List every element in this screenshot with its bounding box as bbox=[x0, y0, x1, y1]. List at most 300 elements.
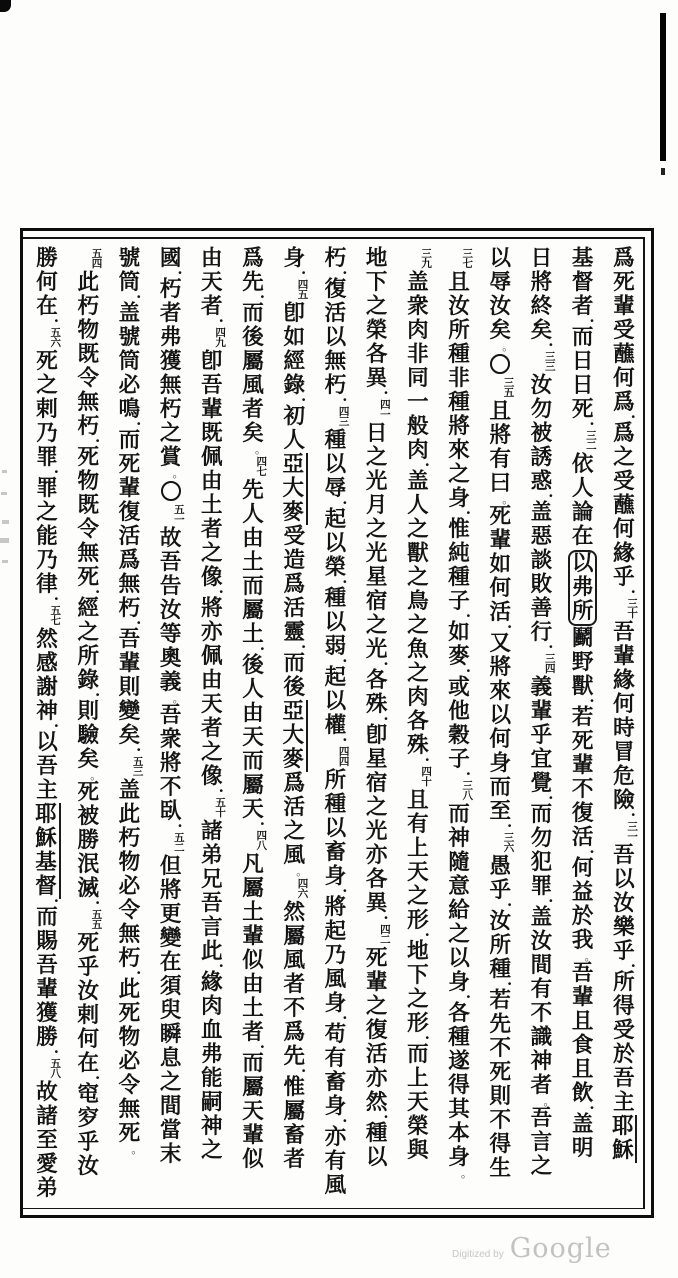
punctuation-dot: · bbox=[136, 964, 142, 982]
char: 之 bbox=[77, 620, 99, 645]
char: 土 bbox=[201, 493, 223, 518]
char: 風 bbox=[324, 1173, 347, 1198]
char: 辱 bbox=[324, 476, 347, 501]
char: 間 bbox=[159, 1094, 182, 1119]
punctuation-dot: · bbox=[136, 741, 142, 759]
char: 如 bbox=[283, 325, 305, 350]
text-column-1 bbox=[609, 247, 639, 1207]
char: 爲 bbox=[283, 771, 305, 796]
char: 神 bbox=[201, 1114, 223, 1139]
char: 諸 bbox=[201, 819, 223, 844]
char: 既 bbox=[77, 342, 99, 367]
char: 風 bbox=[283, 843, 305, 868]
text-column-11 bbox=[197, 247, 227, 1207]
char: 於 bbox=[571, 904, 594, 929]
char: 之 bbox=[365, 795, 388, 820]
punctuation-circle: 。 bbox=[461, 1167, 473, 1180]
punctuation-dot: · bbox=[94, 894, 101, 912]
char: 由 bbox=[201, 246, 223, 271]
punctuation-dot: · bbox=[424, 456, 430, 474]
punctuation-dot: · bbox=[342, 1009, 348, 1027]
char: 榮 bbox=[407, 1114, 429, 1139]
char: 冒 bbox=[613, 740, 635, 765]
punctuation-dot: · bbox=[342, 1112, 348, 1130]
char: 形 bbox=[407, 908, 429, 933]
char: 穌 bbox=[35, 826, 57, 851]
char: 感 bbox=[36, 651, 58, 676]
char: 遂 bbox=[448, 1049, 470, 1074]
char: 筒 bbox=[118, 270, 141, 295]
char: 以 bbox=[324, 816, 347, 841]
char: 穀 bbox=[448, 723, 470, 748]
char: 者 bbox=[283, 1147, 305, 1172]
char: 先 bbox=[489, 1012, 511, 1037]
char: 筒 bbox=[118, 349, 141, 374]
char: 下 bbox=[365, 270, 388, 295]
text-column-14 bbox=[73, 247, 103, 1207]
char: 而 bbox=[242, 301, 264, 326]
char: 死 bbox=[613, 270, 635, 295]
char: 無 bbox=[118, 572, 141, 597]
char: 以 bbox=[324, 531, 347, 556]
char: 吾 bbox=[36, 953, 58, 978]
char: 屬 bbox=[242, 349, 264, 374]
char: 無 bbox=[324, 349, 347, 374]
char: 土 bbox=[242, 622, 264, 647]
char: 意 bbox=[448, 874, 470, 899]
section-circle-mark bbox=[158, 479, 183, 503]
char: 有 bbox=[324, 1149, 347, 1174]
char: 食 bbox=[571, 1033, 594, 1058]
char: 死 bbox=[118, 452, 141, 477]
char: 朽 bbox=[118, 946, 141, 971]
char: 言 bbox=[201, 915, 223, 940]
char: 鬬 bbox=[571, 626, 594, 651]
char: 榮 bbox=[324, 555, 347, 580]
char: 所 bbox=[489, 933, 511, 958]
char: 身 bbox=[324, 991, 347, 1016]
char: 輩 bbox=[571, 753, 594, 778]
verse-number: 五 七 bbox=[50, 604, 61, 627]
char: 則 bbox=[118, 675, 141, 700]
char: 變 bbox=[159, 926, 182, 951]
char: 何 bbox=[613, 366, 635, 391]
char: 此 bbox=[77, 270, 99, 295]
char: 宜 bbox=[530, 747, 553, 772]
char: 朽 bbox=[118, 826, 141, 851]
char: 死 bbox=[489, 504, 511, 529]
punctuation-dot: · bbox=[300, 391, 307, 409]
char: 各 bbox=[365, 867, 388, 892]
char: 令 bbox=[77, 517, 99, 542]
char: 令 bbox=[77, 366, 99, 391]
char: 似 bbox=[242, 948, 264, 973]
char: 吾 bbox=[36, 754, 58, 779]
char: 號 bbox=[118, 246, 141, 271]
char: 生 bbox=[489, 1156, 511, 1181]
char: 而 bbox=[448, 802, 470, 827]
char: 必 bbox=[118, 1049, 141, 1074]
char: 汝 bbox=[613, 891, 635, 916]
char: 朽 bbox=[159, 397, 182, 422]
char: 至 bbox=[36, 1128, 58, 1153]
char: 鳥 bbox=[407, 589, 429, 614]
char: 且 bbox=[407, 788, 429, 813]
char: 畜 bbox=[324, 1070, 347, 1095]
char: 變 bbox=[118, 699, 141, 724]
char: 來 bbox=[489, 679, 511, 704]
char: 死 bbox=[118, 1121, 141, 1146]
char: 終 bbox=[530, 294, 553, 319]
punctuation-dot: · bbox=[589, 1099, 595, 1117]
char: 盖 bbox=[530, 500, 553, 525]
char: 盖 bbox=[407, 469, 429, 494]
char: 剌 bbox=[77, 1003, 99, 1028]
punctuation-dot: · bbox=[383, 710, 389, 728]
punctuation-dot: · bbox=[589, 415, 595, 433]
punctuation-dot: · bbox=[218, 782, 224, 800]
char: 覺 bbox=[530, 771, 553, 796]
char: 之 bbox=[407, 884, 429, 909]
char: 耶 bbox=[612, 1114, 634, 1139]
char: 活 bbox=[283, 795, 305, 820]
char: 吾 bbox=[159, 703, 182, 728]
punctuation-dot: · bbox=[548, 638, 554, 656]
punctuation-dot: · bbox=[342, 573, 348, 591]
char: 弗 bbox=[571, 575, 594, 600]
char: 似 bbox=[242, 1147, 264, 1172]
punctuation-dot: · bbox=[548, 892, 554, 910]
char: 光 bbox=[365, 819, 388, 844]
char: 般 bbox=[407, 414, 429, 439]
punctuation-dot: · bbox=[259, 288, 266, 306]
char: 由 bbox=[201, 469, 223, 494]
char: 乃 bbox=[36, 548, 58, 573]
char: 獲 bbox=[159, 349, 182, 374]
char: 而 bbox=[36, 905, 58, 930]
char: 受 bbox=[613, 318, 635, 343]
char: 來 bbox=[448, 438, 470, 463]
char: 後 bbox=[242, 653, 264, 678]
verse-number: 四 五 bbox=[297, 278, 309, 301]
proper-name-mark bbox=[610, 1115, 637, 1163]
char: 嗣 bbox=[201, 1090, 223, 1115]
text-column-3 bbox=[526, 247, 556, 1207]
char: 起 bbox=[324, 919, 347, 944]
char: 蘸 bbox=[613, 342, 635, 367]
char: 天 bbox=[242, 1099, 264, 1124]
char: 地 bbox=[407, 939, 429, 964]
char: 天 bbox=[201, 692, 223, 717]
char: 主 bbox=[36, 778, 58, 803]
char: 所 bbox=[613, 970, 635, 995]
char: 死 bbox=[489, 1060, 511, 1085]
char: 泯 bbox=[77, 852, 99, 877]
char: 此 bbox=[201, 939, 223, 964]
char: 佩 bbox=[201, 445, 223, 470]
char: 經 bbox=[77, 596, 99, 621]
punctuation-dot: · bbox=[259, 640, 266, 658]
char: 星 bbox=[365, 565, 388, 590]
char: 活 bbox=[571, 825, 594, 850]
char: 下 bbox=[407, 963, 429, 988]
char: 主 bbox=[613, 1090, 635, 1115]
char: 亞 bbox=[282, 452, 304, 477]
char: 以 bbox=[613, 867, 635, 892]
char: 但 bbox=[159, 854, 182, 879]
char: 殊 bbox=[365, 692, 388, 717]
char: 由 bbox=[242, 526, 264, 551]
char: 一 bbox=[407, 390, 429, 415]
char: 復 bbox=[571, 801, 594, 826]
char: 危 bbox=[613, 764, 635, 789]
char: 屬 bbox=[283, 924, 305, 949]
verse-number: 五 六 bbox=[50, 326, 61, 349]
char: 異 bbox=[365, 891, 388, 916]
char: 本 bbox=[448, 1121, 470, 1146]
char: 身 bbox=[448, 970, 470, 995]
char: 者 bbox=[242, 1020, 264, 1045]
watermark-prefix-text: Digitized by bbox=[452, 1249, 504, 1260]
char: 乎 bbox=[77, 955, 99, 980]
char: 種 bbox=[448, 342, 470, 367]
char: 日 bbox=[571, 373, 594, 398]
char: 之 bbox=[365, 294, 388, 319]
char: 之 bbox=[407, 565, 429, 590]
char: 神 bbox=[448, 826, 470, 851]
char: 吾 bbox=[613, 620, 635, 645]
char: 上 bbox=[407, 1066, 429, 1091]
char: 乃 bbox=[36, 421, 58, 446]
char: 者 bbox=[159, 301, 182, 326]
char: 風 bbox=[283, 948, 305, 973]
char: 更 bbox=[159, 902, 182, 927]
char: 屬 bbox=[242, 1075, 264, 1100]
text-column-6 bbox=[403, 247, 433, 1207]
punctuation-dot: · bbox=[589, 692, 595, 710]
char: 汝 bbox=[489, 294, 511, 319]
char: 若 bbox=[489, 988, 511, 1013]
char: 所 bbox=[77, 644, 99, 669]
char: 賜 bbox=[36, 929, 58, 954]
char: 盖 bbox=[530, 905, 553, 930]
char: 有 bbox=[530, 977, 553, 1002]
char: 物 bbox=[77, 318, 99, 343]
char: 光 bbox=[365, 541, 388, 566]
char: 乎 bbox=[613, 565, 635, 590]
char: 號 bbox=[118, 325, 141, 350]
punctuation-dot: · bbox=[342, 882, 348, 900]
char: 則 bbox=[489, 1084, 511, 1109]
verse-number: 四 九 bbox=[215, 326, 226, 349]
punctuation-dot: · bbox=[548, 789, 554, 807]
char: 剌 bbox=[36, 397, 58, 422]
char: 何 bbox=[489, 576, 511, 601]
char: 爲 bbox=[283, 1020, 305, 1045]
char: 物 bbox=[118, 1025, 141, 1050]
char: 弱 bbox=[324, 634, 347, 659]
char: 汝 bbox=[159, 598, 182, 623]
char: 然 bbox=[36, 627, 58, 652]
char: 盖 bbox=[571, 1112, 594, 1137]
char: 不 bbox=[489, 1108, 511, 1133]
char: 日 bbox=[530, 246, 553, 271]
char: 督 bbox=[571, 270, 594, 295]
char: 受 bbox=[613, 469, 635, 494]
char: 之 bbox=[159, 1070, 182, 1095]
char: 矣 bbox=[77, 747, 99, 772]
char: 汝 bbox=[77, 1154, 99, 1179]
char: 輩 bbox=[571, 985, 594, 1010]
punctuation-circle: 。 bbox=[131, 1143, 143, 1156]
char: 之 bbox=[365, 994, 388, 1019]
char: 以 bbox=[324, 689, 347, 714]
char: 穌 bbox=[612, 1138, 634, 1163]
char: 之 bbox=[365, 517, 388, 542]
text-column-9 bbox=[279, 247, 309, 1207]
char: 物 bbox=[77, 469, 99, 494]
char: 如 bbox=[489, 552, 511, 577]
char: 息 bbox=[159, 1046, 182, 1071]
char: 輩 bbox=[242, 1123, 264, 1148]
char: 麥 bbox=[282, 747, 304, 772]
char: 無 bbox=[77, 390, 99, 415]
char: 鳴 bbox=[118, 397, 141, 422]
punctuation-dot: · bbox=[630, 806, 636, 824]
char: 大 bbox=[282, 476, 304, 501]
char: 故 bbox=[36, 1080, 58, 1105]
punctuation-dot: · bbox=[630, 583, 636, 601]
char: 而 bbox=[489, 775, 511, 800]
char: 肉 bbox=[407, 318, 429, 343]
char: 如 bbox=[448, 620, 470, 645]
char: 屬 bbox=[283, 1099, 305, 1124]
char: 大 bbox=[282, 723, 304, 748]
punctuation-circle: 。 bbox=[543, 1095, 555, 1108]
char: 朽 bbox=[159, 277, 182, 302]
char: 汝 bbox=[489, 909, 511, 934]
proper-name-mark bbox=[34, 803, 61, 899]
char: 緣 bbox=[201, 970, 223, 995]
char: 何 bbox=[77, 1027, 99, 1052]
char: 死 bbox=[571, 397, 594, 422]
text-column-10 bbox=[238, 247, 268, 1207]
char: 緣 bbox=[613, 541, 635, 566]
char: 土 bbox=[242, 550, 264, 575]
char: 他 bbox=[448, 699, 470, 724]
punctuation-dot: · bbox=[218, 957, 224, 975]
char: 弗 bbox=[159, 325, 182, 350]
char: 先 bbox=[242, 478, 264, 503]
punctuation-dot: · bbox=[94, 686, 101, 704]
char: 必 bbox=[118, 874, 141, 899]
char: 星 bbox=[365, 747, 388, 772]
char: 像 bbox=[201, 565, 223, 590]
char: 後 bbox=[242, 325, 264, 350]
char: 善 bbox=[530, 596, 553, 621]
char: 且 bbox=[571, 1057, 594, 1082]
char: 亦 bbox=[324, 1125, 347, 1150]
punctuation-dot: · bbox=[218, 312, 224, 330]
char: 吾 bbox=[571, 961, 594, 986]
char: 辱 bbox=[489, 270, 511, 295]
text-column-2 bbox=[568, 247, 598, 1207]
char: 至 bbox=[489, 799, 511, 824]
char: 律 bbox=[36, 572, 58, 597]
char: 以 bbox=[489, 703, 511, 728]
char: 而 bbox=[118, 428, 141, 453]
char: 麥 bbox=[282, 500, 304, 525]
char: 種 bbox=[324, 586, 347, 611]
char: 緣 bbox=[613, 668, 635, 693]
char: 之 bbox=[201, 740, 223, 765]
char: 子 bbox=[448, 747, 470, 772]
verse-number: 三 二 bbox=[586, 429, 597, 452]
char: 死 bbox=[77, 931, 99, 956]
char: 活 bbox=[118, 524, 141, 549]
char: 光 bbox=[365, 637, 388, 662]
char: 奧 bbox=[159, 646, 182, 671]
verse-number: 四 六 bbox=[297, 877, 309, 900]
char: 由 bbox=[242, 701, 264, 726]
verse-number: 五 一 bbox=[174, 503, 185, 526]
char: 乎 bbox=[530, 723, 553, 748]
char: 天 bbox=[242, 797, 264, 822]
verse-number: 四 七 bbox=[256, 455, 268, 478]
char: 之 bbox=[407, 613, 429, 638]
char: 身 bbox=[448, 1145, 470, 1170]
char: 種 bbox=[448, 565, 470, 590]
char: 耶 bbox=[35, 802, 57, 827]
char: 死 bbox=[118, 1001, 141, 1026]
char: 經 bbox=[283, 349, 305, 374]
char: 血 bbox=[201, 1018, 223, 1043]
verse-number: 三 四 bbox=[544, 652, 556, 675]
char: 先 bbox=[283, 1044, 305, 1069]
char: 將 bbox=[324, 895, 347, 920]
google-watermark bbox=[452, 1233, 612, 1264]
char: 受 bbox=[613, 1018, 635, 1043]
char: 不 bbox=[159, 775, 182, 800]
char: 何 bbox=[489, 727, 511, 752]
punctuation-dot: · bbox=[589, 312, 595, 330]
char: 穸 bbox=[77, 1106, 99, 1131]
verse-number: 四 一 bbox=[380, 398, 391, 421]
char: 勿 bbox=[530, 826, 553, 851]
text-column-4 bbox=[485, 247, 515, 1207]
punctuation-circle: 。 bbox=[255, 443, 267, 456]
char: 汝 bbox=[530, 373, 553, 398]
punctuation-circle: 。 bbox=[296, 865, 308, 878]
punctuation-circle: 。 bbox=[502, 493, 514, 506]
char: 之 bbox=[530, 1154, 553, 1179]
char: 險 bbox=[613, 788, 635, 813]
punctuation-dot: · bbox=[94, 432, 101, 450]
char: 敗 bbox=[530, 572, 553, 597]
char: 像 bbox=[201, 764, 223, 789]
char: 宿 bbox=[365, 589, 388, 614]
char: 輩 bbox=[613, 294, 635, 319]
char: 造 bbox=[283, 548, 305, 573]
char: 人 bbox=[571, 476, 594, 501]
char: 亦 bbox=[365, 1066, 388, 1091]
char: 兄 bbox=[201, 867, 223, 892]
char: 基 bbox=[571, 246, 594, 271]
char: 死 bbox=[571, 729, 594, 754]
char: 各 bbox=[407, 709, 429, 734]
char: 者 bbox=[283, 972, 305, 997]
punctuation-dot: · bbox=[53, 463, 59, 481]
